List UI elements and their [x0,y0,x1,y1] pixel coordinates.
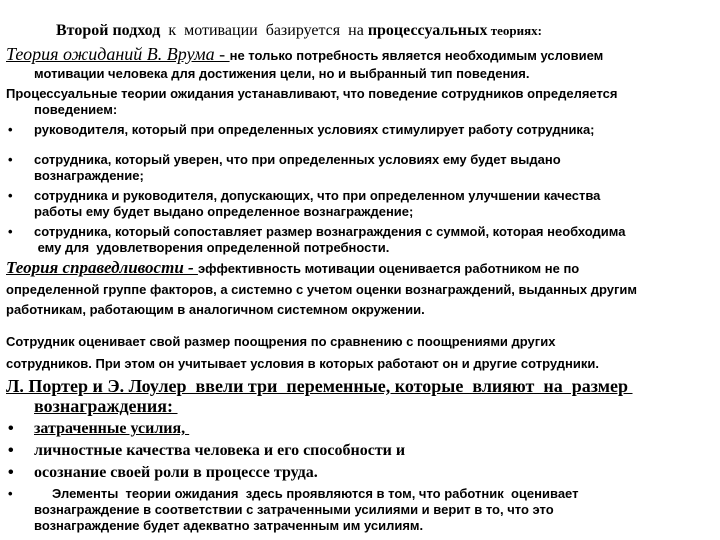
equity-line1-rest: эффективность мотивации оценивается работником не по [197,261,580,276]
equity-line3: работникам, работающим в аналогичном системном окружении. [6,302,425,317]
title-part4: теориях: [487,23,543,38]
bullet-4-marker: • [8,224,13,239]
vroom-line2: мотивации человека для достижения цели, но и выбранный тип поведения. [34,66,530,81]
porter-line2: вознаграждения: [34,396,178,416]
factor-1-text: затраченные усилия, [34,420,190,437]
final-line2: вознаграждение в соответствии с затраченными усилиями и верит в то, что это [34,502,554,517]
bullet-2-line1: сотрудника, который уверен, что при определенных условиях ему будет выдано [34,152,561,167]
bullet-1-line1: руководителя, который при определенных условиях стимулирует работу сотрудника; [34,122,595,137]
bullet-3-line2: работы ему будет выдано определенное вознаграждение; [34,204,414,219]
bullet-2-line2: вознаграждение; [34,168,144,183]
process-line1: Процессуальные теории ожидания устанавливают, что поведение сотрудников определяется [6,86,618,101]
final-line1: Элементы теории ожидания здесь проявляются в том, что работник оценивает [34,486,579,501]
compare-line1: Сотрудник оценивает свой размер поощрения по сравнению с поощрениями других [6,334,556,349]
final-marker: • [8,486,13,501]
equity-line1 [6,258,579,278]
slide-title [56,22,542,40]
vroom-line1 [6,44,603,65]
title-part3: процессуальных [367,22,488,39]
equity-heading: Теория справедливости - [6,258,198,277]
bullet-4-line1: сотрудника, который сопоставляет размер вознаграждения с суммой, которая необходима [34,224,626,239]
factor-2-marker: • [8,442,14,459]
bullet-2-marker: • [8,152,13,167]
process-line2: поведением: [34,102,118,117]
equity-line2: определенной группе факторов, а системно с учетом оценки вознаграждений, выданных другим [6,282,638,297]
compare-line2: сотрудников. При этом он учитывает условия в которых работают он и другие сотрудники. [6,356,599,371]
bullet-1-marker: • [8,122,13,137]
title-part2: к мотивации базируется на [160,22,368,39]
factor-2-text: личностные качества человека и его способности и [34,442,406,459]
vroom-line1-rest: не только потребность является необходимым условием [229,48,604,63]
title-part1: Второй подход [56,22,161,39]
final-line3: вознаграждение будет адекватно затраченным им усилиям. [34,518,424,533]
factor-3-marker: • [8,464,14,481]
factor-3-text: осознание своей роли в процессе труда. [34,464,318,481]
bullet-3-marker: • [8,188,13,203]
porter-line1: Л. Портер и Э. Лоулер ввели три переменные, которые влияют на размер [6,376,633,396]
vroom-heading: Теория ожиданий В. Врума - [6,44,230,64]
bullet-3-line1: сотрудника и руководителя, допускающих, что при определенном улучшении качества [34,188,601,203]
bullet-4-line2: ему для удовлетворения определенной потребности. [34,240,390,255]
factor-1-marker: • [8,420,14,437]
